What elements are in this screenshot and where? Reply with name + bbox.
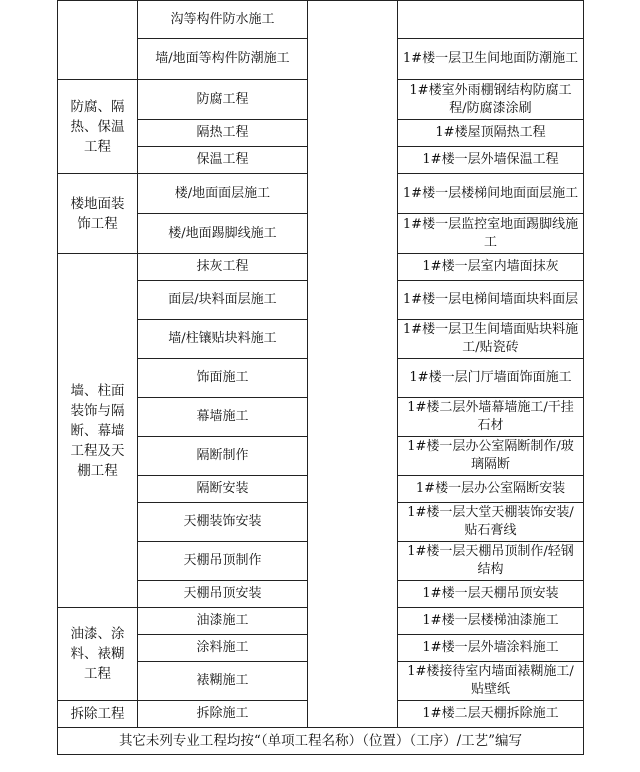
example-cell: 1#楼一层监控室地面踢脚线施工 [398, 214, 584, 254]
example-cell: 1#楼一层楼梯油漆施工 [398, 608, 584, 635]
example-cell: 1#楼一层电梯间墙面块料面层 [398, 281, 584, 320]
blank-cell [308, 1, 398, 728]
group-cell: 墙、柱面装饰与隔断、幕墙工程及天棚工程 [58, 254, 138, 608]
example-cell: 1#楼二层天棚拆除施工 [398, 701, 584, 728]
group-cell: 油漆、涂料、裱糊工程 [58, 608, 138, 701]
process-cell: 沟等构件防水施工 [138, 1, 308, 39]
group-cell: 防腐、隔热、保温工程 [58, 80, 138, 174]
process-cell: 面层/块料面层施工 [138, 281, 308, 320]
process-cell: 楼/地面面层施工 [138, 174, 308, 214]
process-cell: 涂料施工 [138, 635, 308, 662]
example-cell: 1#楼一层大堂天棚装饰安装/贴石膏线 [398, 503, 584, 542]
process-cell: 天棚装饰安装 [138, 503, 308, 542]
process-cell: 幕墙施工 [138, 398, 308, 437]
example-cell: 1#楼一层办公室隔断制作/玻璃隔断 [398, 437, 584, 476]
example-cell: 1#楼一层楼梯间地面面层施工 [398, 174, 584, 214]
example-cell: 1#楼一层办公室隔断安装 [398, 476, 584, 503]
process-cell: 墙/地面等构件防潮施工 [138, 39, 308, 80]
example-cell: 1#楼一层天棚吊顶安装 [398, 581, 584, 608]
process-cell: 裱糊施工 [138, 662, 308, 701]
group-cell: 拆除工程 [58, 701, 138, 728]
process-cell: 油漆施工 [138, 608, 308, 635]
process-cell: 防腐工程 [138, 80, 308, 120]
example-cell [398, 1, 584, 39]
process-cell: 天棚吊顶安装 [138, 581, 308, 608]
example-cell: 1#楼一层室内墙面抹灰 [398, 254, 584, 281]
example-cell: 1#楼一层卫生间地面防潮施工 [398, 39, 584, 80]
example-cell: 1#楼一层卫生间墙面贴块料施工/贴瓷砖 [398, 320, 584, 359]
process-cell: 拆除施工 [138, 701, 308, 728]
process-cell: 楼/地面踢脚线施工 [138, 214, 308, 254]
example-cell: 1#楼一层外墙保温工程 [398, 147, 584, 174]
example-cell: 1#楼一层天棚吊顶制作/轻钢结构 [398, 542, 584, 581]
process-cell: 隔断制作 [138, 437, 308, 476]
construction-process-table [57, 0, 584, 755]
process-cell: 抹灰工程 [138, 254, 308, 281]
example-cell: 1#楼一层外墙涂料施工 [398, 635, 584, 662]
group-cell: 楼地面装饰工程 [58, 174, 138, 254]
example-cell: 1#楼二层外墙幕墙施工/干挂石材 [398, 398, 584, 437]
example-cell: 1#楼接待室内墙面裱糊施工/贴壁纸 [398, 662, 584, 701]
process-cell: 保温工程 [138, 147, 308, 174]
process-cell: 天棚吊顶制作 [138, 542, 308, 581]
process-cell: 隔热工程 [138, 120, 308, 147]
process-cell: 墙/柱镶贴块料施工 [138, 320, 308, 359]
example-cell: 1#楼一层门厅墙面饰面施工 [398, 359, 584, 398]
process-cell: 饰面施工 [138, 359, 308, 398]
example-cell: 1#楼室外雨棚钢结构防腐工程/防腐漆涂刷 [398, 80, 584, 120]
process-cell: 隔断安装 [138, 476, 308, 503]
group-cell-continued [58, 1, 138, 80]
footer-note: 其它未列专业工程均按“（单项工程名称）（位置）（工序）/工艺”编写 [58, 728, 584, 755]
example-cell: 1#楼屋顶隔热工程 [398, 120, 584, 147]
